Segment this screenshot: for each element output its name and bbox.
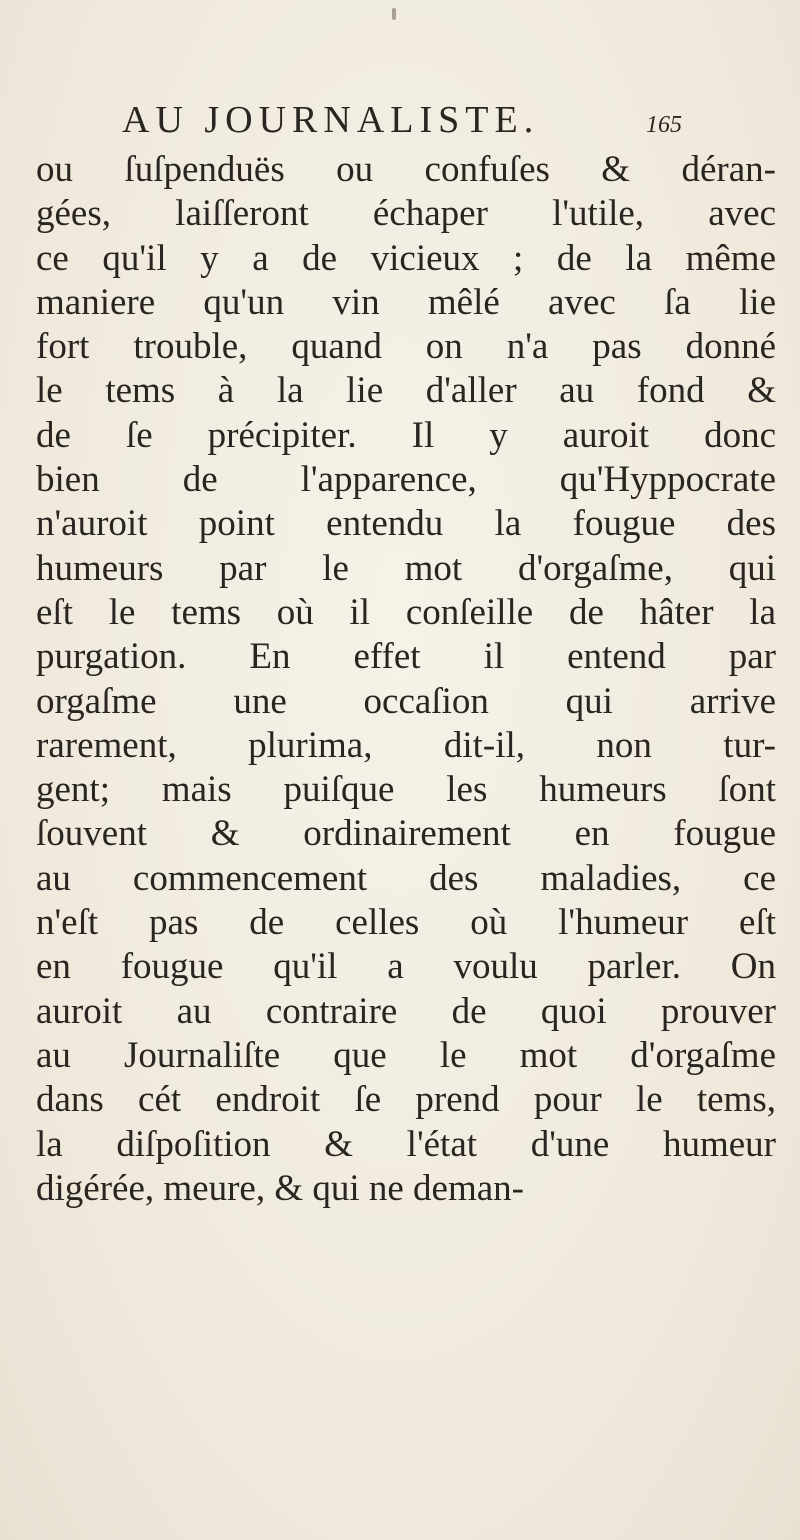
text-line: la diſpoſition & l'état d'une humeur (36, 1123, 776, 1165)
text-line: fort trouble, quand on n'a pas donné (36, 326, 776, 368)
text-line: n'eſt pas de celles où l'humeur eſt (36, 902, 776, 944)
text-line: en fougue qu'il a voulu parler. On (36, 946, 776, 988)
text-line: de ſe précipiter. Il y auroit donc (36, 414, 776, 456)
text-line: le tems à la lie d'aller au fond & (36, 370, 776, 412)
text-line: ſouvent & ordinairement en fougue (36, 813, 776, 855)
page-blemish (392, 8, 396, 20)
text-line: bien de l'apparence, qu'Hyppocrate (36, 459, 776, 501)
text-line: orgaſme une occaſion qui arrive (36, 680, 776, 722)
page-number: 165 (646, 112, 682, 138)
text-line: eſt le tems où il conſeille de hâter la (36, 591, 776, 633)
text-line: ce qu'il y a de vicieux ; de la même (36, 237, 776, 279)
running-title: AU JOURNALISTE. (122, 99, 540, 141)
text-line: au Journaliſte que le mot d'orgaſme (36, 1034, 776, 1076)
text-line: rarement, plurima, dit-il, non tur- (36, 724, 776, 766)
text-line: purgation. En effet il entend par (36, 636, 776, 678)
text-line: digérée, meure, & qui ne deman- (36, 1167, 524, 1209)
text-line: n'auroit point entendu la fougue des (36, 503, 776, 545)
text-line: ou ſuſpenduës ou confuſes & déran- (36, 149, 776, 190)
text-line: auroit au contraire de quoi prouver (36, 990, 776, 1032)
text-line: maniere qu'un vin mêlé avec ſa lie (36, 281, 776, 323)
text-line: humeurs par le mot d'orgaſme, qui (36, 547, 776, 589)
text-line: gées, laiſſeront échaper l'utile, avec (36, 193, 776, 235)
body-text (36, 148, 776, 1211)
page-header (122, 98, 682, 142)
text-line: au commencement des maladies, ce (36, 857, 776, 899)
text-line: gent; mais puiſque les humeurs ſont (36, 769, 776, 811)
text-line: dans cét endroit ſe prend pour le tems, (36, 1079, 776, 1121)
